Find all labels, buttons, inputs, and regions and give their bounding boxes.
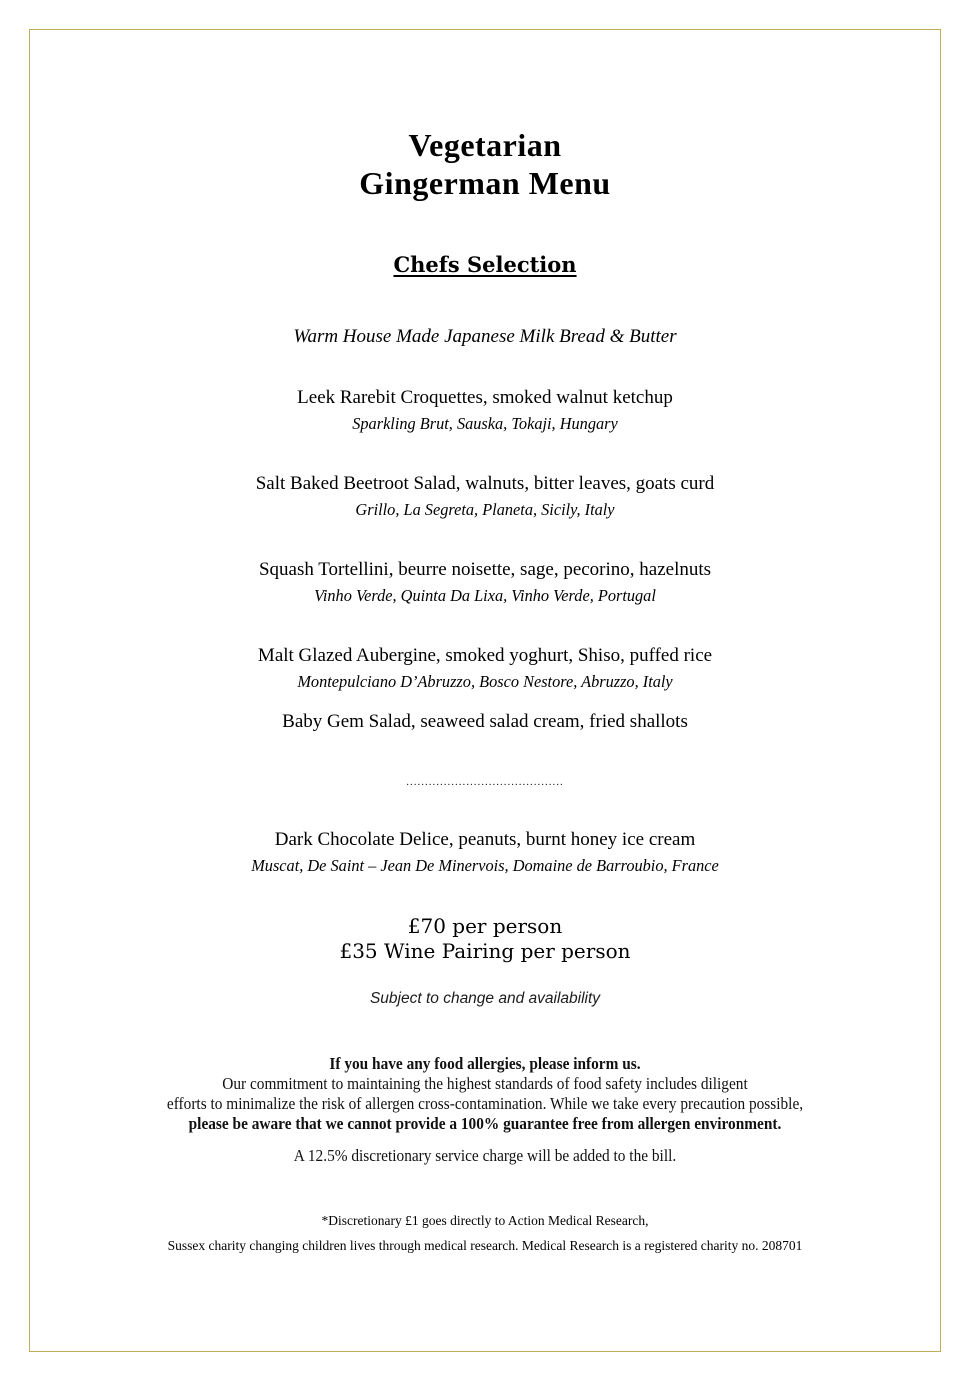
- pricing-block: [30, 914, 940, 964]
- page-border-frame: [29, 29, 941, 1352]
- section-heading: Chefs Selection: [393, 252, 577, 277]
- dish-name: Malt Glazed Aubergine, smoked yoghurt, Shiso, puffed rice: [257, 645, 713, 666]
- footer-line1: *Discretionary £1 goes directly to Action Medical Research,: [321, 1213, 649, 1228]
- charity-footer: [30, 1208, 940, 1258]
- course-dessert: [30, 827, 940, 878]
- allergy-notice: [30, 1054, 940, 1134]
- dish-name: Salt Baked Beetroot Salad, walnuts, bitter leaves, goats curd: [255, 473, 715, 494]
- dotted-divider: ..........................................: [406, 776, 564, 788]
- dish-name: Baby Gem Salad, seaweed salad cream, fried shallots: [282, 711, 688, 732]
- allergy-line2: Our commitment to maintaining the highest standards of food safety includes diligent: [222, 1074, 748, 1093]
- service-charge-note: A 12.5% discretionary service charge will be added to the bill.: [293, 1146, 677, 1165]
- wine-pairing: Sparkling Brut, Sauska, Tokaji, Hungary: [352, 414, 618, 433]
- course-aubergine: [30, 643, 940, 694]
- allergy-line4: please be aware that we cannot provide a 100% guarantee free from allergen environment.: [188, 1114, 782, 1133]
- wine-pairing: Montepulciano D’Abruzzo, Bosco Nestore, Abruzzo, Italy: [297, 672, 673, 691]
- wine-pairing: Grillo, La Segreta, Planeta, Sicily, Italy: [355, 500, 615, 519]
- menu-title-line2: Gingerman Menu: [359, 165, 611, 201]
- footer-line2: Sussex charity changing children lives through medical research. Medical Research is a registered charity no. 208701: [167, 1238, 803, 1253]
- availability-note: Subject to change and availability: [369, 990, 601, 1007]
- wine-pairing-price: £35 Wine Pairing per person: [339, 939, 631, 963]
- allergy-line3: efforts to minimalize the risk of allergen cross-contamination. While we take every precaution possible,: [166, 1094, 804, 1113]
- course-bread: [30, 324, 940, 350]
- course-beetroot-salad: [30, 471, 940, 522]
- dish-name: Warm House Made Japanese Milk Bread & Butter: [293, 326, 677, 347]
- dish-name: Dark Chocolate Delice, peanuts, burnt honey ice cream: [274, 829, 696, 850]
- course-tortellini: [30, 557, 940, 608]
- dish-name: Squash Tortellini, beurre noisette, sage, pecorino, hazelnuts: [258, 559, 712, 580]
- course-croquettes: [30, 385, 940, 436]
- menu-title: [30, 126, 940, 202]
- wine-pairing: Vinho Verde, Quinta Da Lixa, Vinho Verde, Portugal: [314, 586, 656, 605]
- wine-pairing: Muscat, De Saint – Jean De Minervois, Domaine de Barroubio, France: [251, 856, 719, 875]
- allergy-line1: If you have any food allergies, please inform us.: [329, 1054, 641, 1073]
- price-per-person: £70 per person: [407, 914, 563, 938]
- menu-title-line1: Vegetarian: [408, 127, 562, 163]
- course-baby-gem-salad: [30, 709, 940, 735]
- dish-name: Leek Rarebit Croquettes, smoked walnut ketchup: [297, 387, 673, 408]
